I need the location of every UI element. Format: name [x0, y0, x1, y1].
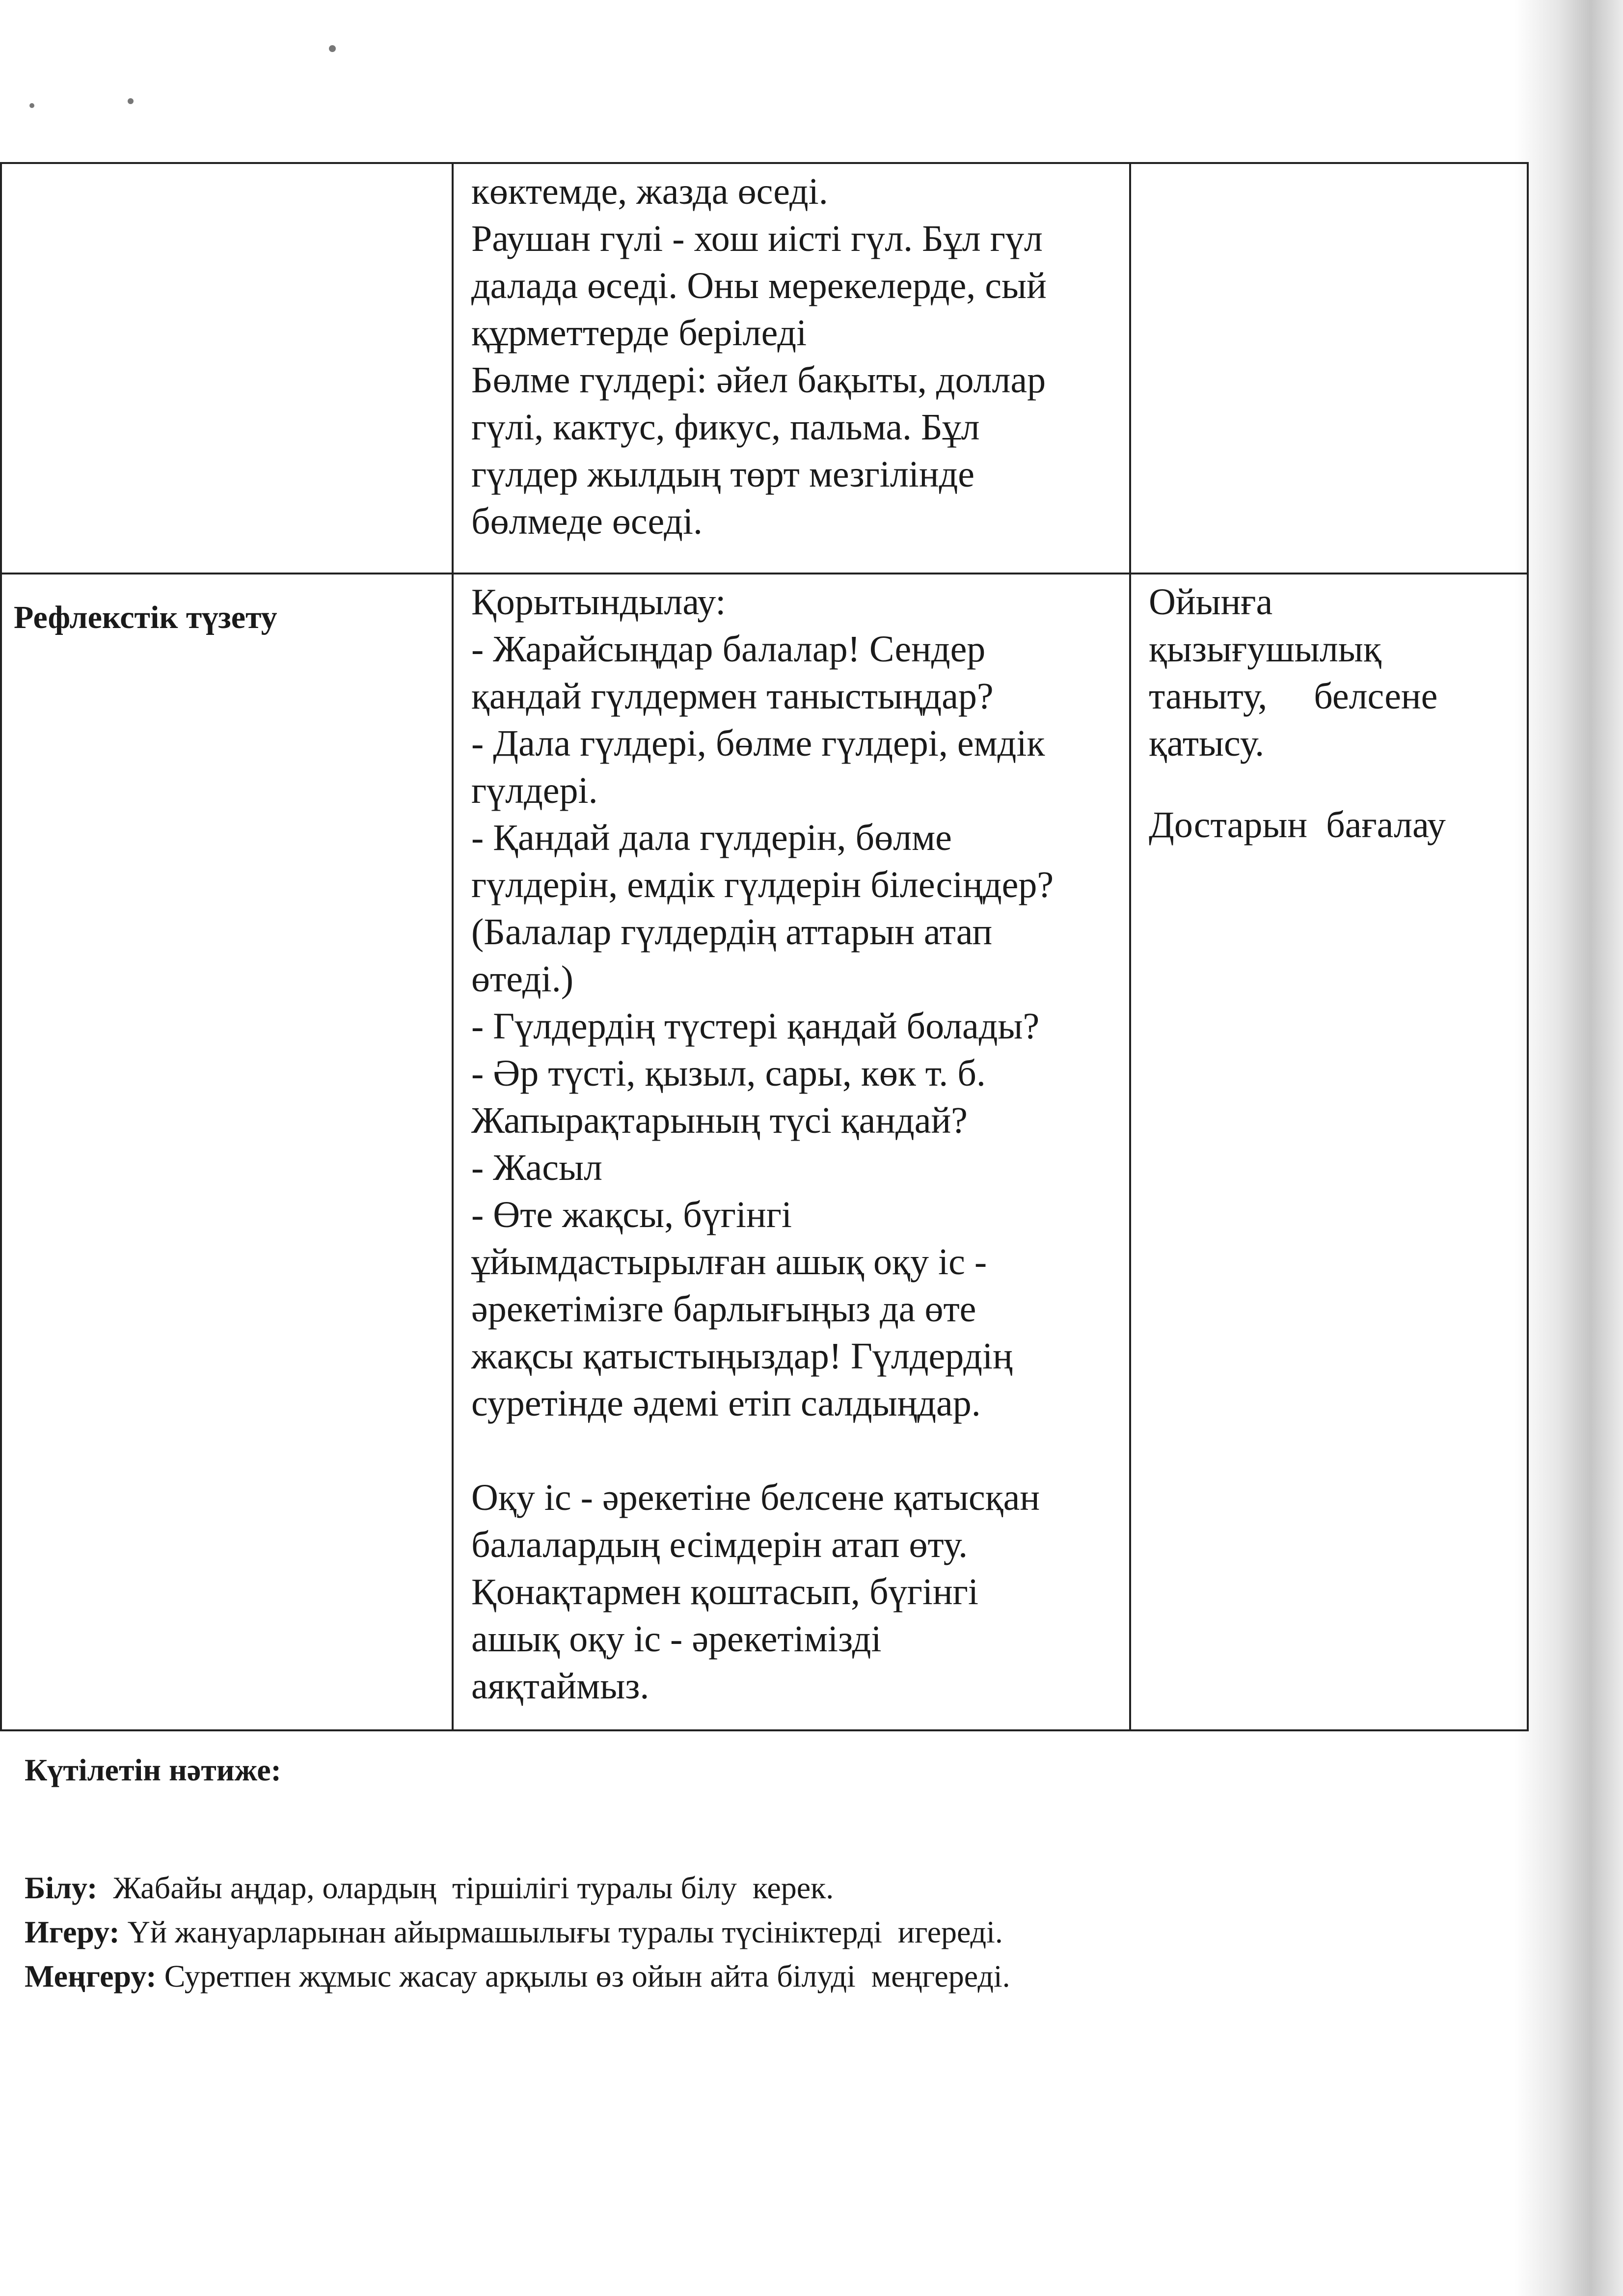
assessment-line: қатысу.: [1149, 723, 1265, 764]
assessment-line: қызығушылық: [1149, 629, 1381, 670]
outcome-proficiency: [25, 1954, 1010, 1998]
content-line: - Өте жақсы, бүгінгі: [471, 1194, 792, 1235]
content-line: Қорытындылау:: [471, 581, 726, 623]
expected-outcomes-heading: Күтілетін нәтиже:: [25, 1752, 281, 1787]
content-line: - Жарайсыңдар балалар! Сендер: [471, 629, 986, 670]
outcome-term: Білу:: [25, 1870, 98, 1905]
content-line: қандай гүлдермен таныстыңдар?: [471, 676, 994, 717]
content-line: Оқу іс - әрекетіне белсене қатысқан: [471, 1477, 1040, 1518]
stage-label-reflective-correction: Рефлекстік түзету: [1, 574, 453, 1730]
content-line: әрекетімізге барлығыңыз да өте: [471, 1288, 976, 1330]
content-line: құрметтерде беріледі: [471, 312, 807, 354]
content-line: - Қандай дала гүлдерін, бөлме: [471, 817, 952, 858]
activity-content-cell: [453, 163, 1130, 574]
content-line: Жапырақтарының түсі қандай?: [471, 1100, 968, 1141]
scan-speck: [128, 98, 134, 104]
outcome-term: Меңгеру:: [25, 1959, 157, 1994]
scan-shadow: [1515, 0, 1623, 2296]
content-line: гүлдер жылдың төрт мезгілінде: [471, 454, 974, 495]
content-line: гүлдері.: [471, 770, 598, 811]
content-line: аяқтаймыз.: [471, 1666, 649, 1707]
content-line: - Гүлдердің түстері қандай болады?: [471, 1006, 1040, 1047]
content-line: гүлдерін, емдік гүлдерін білесіңдер?: [471, 864, 1054, 905]
assessment-line: Ойынға: [1149, 581, 1273, 623]
content-line: бөлмеде өседі.: [471, 501, 703, 542]
outcome-text: Үй жануарларынан айырмашылығы туралы түсініктерді игереді.: [119, 1914, 1003, 1949]
content-line: көктемде, жазда өседі.: [471, 171, 828, 212]
outcome-knowledge: [25, 1866, 1010, 1910]
content-line: жақсы қатыстыңыздар! Гүлдердің: [471, 1336, 1013, 1377]
outcome-text: Жабайы аңдар, олардың тіршілігі туралы білу керек.: [97, 1870, 834, 1905]
content-line: далада өседі. Оны мерекелерде, сый: [471, 265, 1047, 306]
scan-speck: [329, 45, 336, 52]
content-line: балалардың есімдерін атап өту.: [471, 1524, 968, 1565]
peer-assessment-line: Достарын бағалау: [1149, 804, 1446, 846]
content-line: ашық оқу іс - әрекетімізді: [471, 1618, 882, 1660]
outcome-term: Игеру:: [25, 1914, 120, 1949]
content-line: Бөлме гүлдері: әйел бақыты, доллар: [471, 359, 1046, 401]
assessment-cell: [1130, 163, 1528, 574]
table-row: [1, 574, 1528, 1730]
scan-speck: [29, 103, 34, 108]
assessment-line: таныту, белсене: [1149, 676, 1438, 717]
activity-content-cell: [453, 574, 1130, 1730]
lesson-plan-table: [0, 162, 1529, 1731]
outcome-text: Суретпен жұмыс жасау арқылы өз ойын айта білуді меңгереді.: [156, 1959, 1010, 1994]
content-line: (Балалар гүлдердің аттарын атап: [471, 911, 993, 953]
table-row: [1, 163, 1528, 574]
content-line: - Дала гүлдері, бөлме гүлдері, емдік: [471, 723, 1045, 764]
stage-label-cell: [1, 163, 453, 574]
outcome-mastery: [25, 1910, 1010, 1954]
assessment-gap: [1149, 767, 1515, 801]
content-line: гүлі, кактус, фикус, пальма. Бұл: [471, 407, 980, 448]
content-line: Қонақтармен қоштасып, бүгінгі: [471, 1571, 978, 1613]
content-line: өтеді.): [471, 958, 574, 1000]
assessment-cell: [1130, 574, 1528, 1730]
content-line: суретінде әдемі етіп салдыңдар.: [471, 1383, 981, 1424]
content-line: Раушан гүлі - хош иісті гүл. Бұл гүл: [471, 218, 1043, 259]
content-line: - Жасыл: [471, 1147, 602, 1188]
content-line: - Әр түсті, қызыл, сары, көк т. б.: [471, 1053, 986, 1094]
content-line: ұйымдастырылған ашық оқу іс -: [471, 1241, 987, 1283]
paragraph-gap: [471, 1427, 1117, 1474]
expected-outcomes-section: [25, 1748, 1010, 1998]
